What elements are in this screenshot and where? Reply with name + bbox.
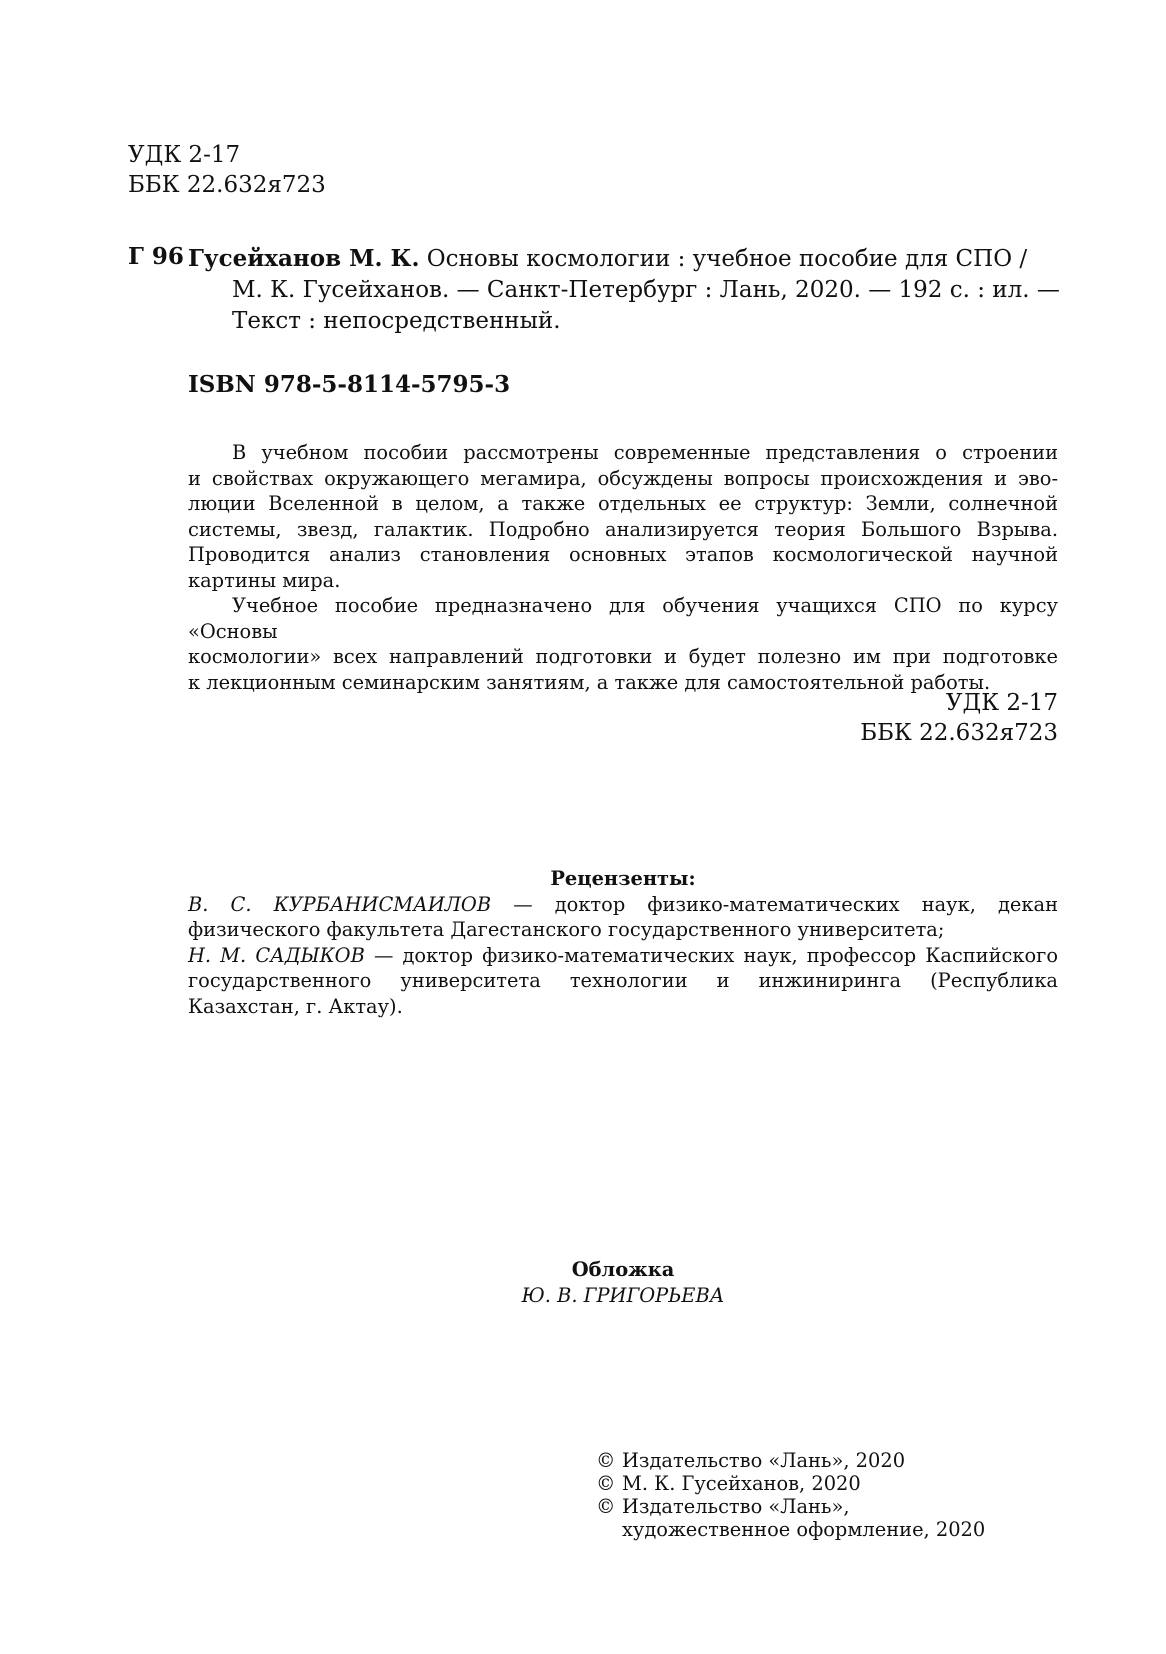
copyright-block [596,1449,985,1541]
copyright-icon: © [596,1449,616,1472]
copyright-icon: © [596,1495,616,1518]
reviewer-1-affiliation: физического факультета Дагестанского государственного университета; [188,918,945,941]
bbk-code: ББК 22.632я723 [128,172,326,198]
text-type: Текст : непосредственный. [232,308,561,334]
annotation [188,440,1058,695]
annotation-line: к лекционным семинарским занятиям, а также для самостоятельной работы. [188,670,991,694]
bbk-code: ББК 22.632я723 [860,720,1058,746]
annotation-line: космологии» всех направлений подготовки и будет полезно им при подготовке [188,645,1058,668]
reviewer-2-name: Н. М. САДЫКОВ [188,943,365,967]
reviewers-heading: Рецензенты: [550,867,696,890]
bibliographic-record [188,243,1058,337]
publication-details: М. К. Гусейханов. — Санкт-Петербург : Лань, 2020. — 192 с. : ил. — [232,277,1060,303]
annotation-line: люции Вселенной в целом, а также отдельных ее структур: Земли, солнечной [188,492,1058,515]
reviewer-2-title: — доктор физико-математических наук, профессор Каспийского [373,943,1059,967]
author-name: Гусейханов М. К. [188,245,420,272]
annotation-line: картины мира. [188,568,341,592]
annotation-line: Проводится анализ становления основных этапов космологической научной [188,543,1058,566]
author-cipher: Г 96 [128,243,184,270]
copyright-line: Издательство «Лань», [622,1495,850,1518]
cover-credit [188,1257,1058,1309]
cover-designer: Ю. В. ГРИГОРЬЕВА [521,1284,725,1307]
classification-top [128,140,326,200]
reviewer-1-title: — доктор физико-математических наук, декан [513,892,1058,916]
reviewer-2-affiliation: государственного университета технологии и инжиниринга (Республика [188,969,1058,992]
reviewers-block [188,866,1058,1019]
udk-code: УДК 2-17 [945,690,1058,716]
annotation-line: В учебном пособии рассмотрены современные представления о строении [232,441,1058,464]
annotation-line: Учебное пособие предназначено для обучения учащихся СПО по курсу «Основы [188,594,1058,643]
copyright-line: М. К. Гусейханов, 2020 [622,1472,861,1495]
classification-bottom [860,688,1058,748]
copyright-line: Издательство «Лань», 2020 [622,1449,906,1472]
book-title: Основы космологии : учебное пособие для СПО / [426,246,1028,272]
copyright-icon: © [596,1472,616,1495]
annotation-line: и свойствах окружающего мегамира, обсуждены вопросы происхождения и эво- [188,466,1058,490]
isbn-number: ISBN 978-5-8114-5795-3 [188,371,511,398]
annotation-line: системы, звезд, галактик. Подробно анализируется теория Большого Взрыва. [188,517,1058,541]
reviewer-1-name: В. С. КУРБАНИСМАИЛОВ [188,892,492,916]
cover-heading: Обложка [571,1258,675,1281]
copyright-line: художественное оформление, 2020 [622,1518,986,1541]
udk-code: УДК 2-17 [128,142,241,168]
reviewer-2-location: Казахстан, г. Актау). [188,994,403,1018]
